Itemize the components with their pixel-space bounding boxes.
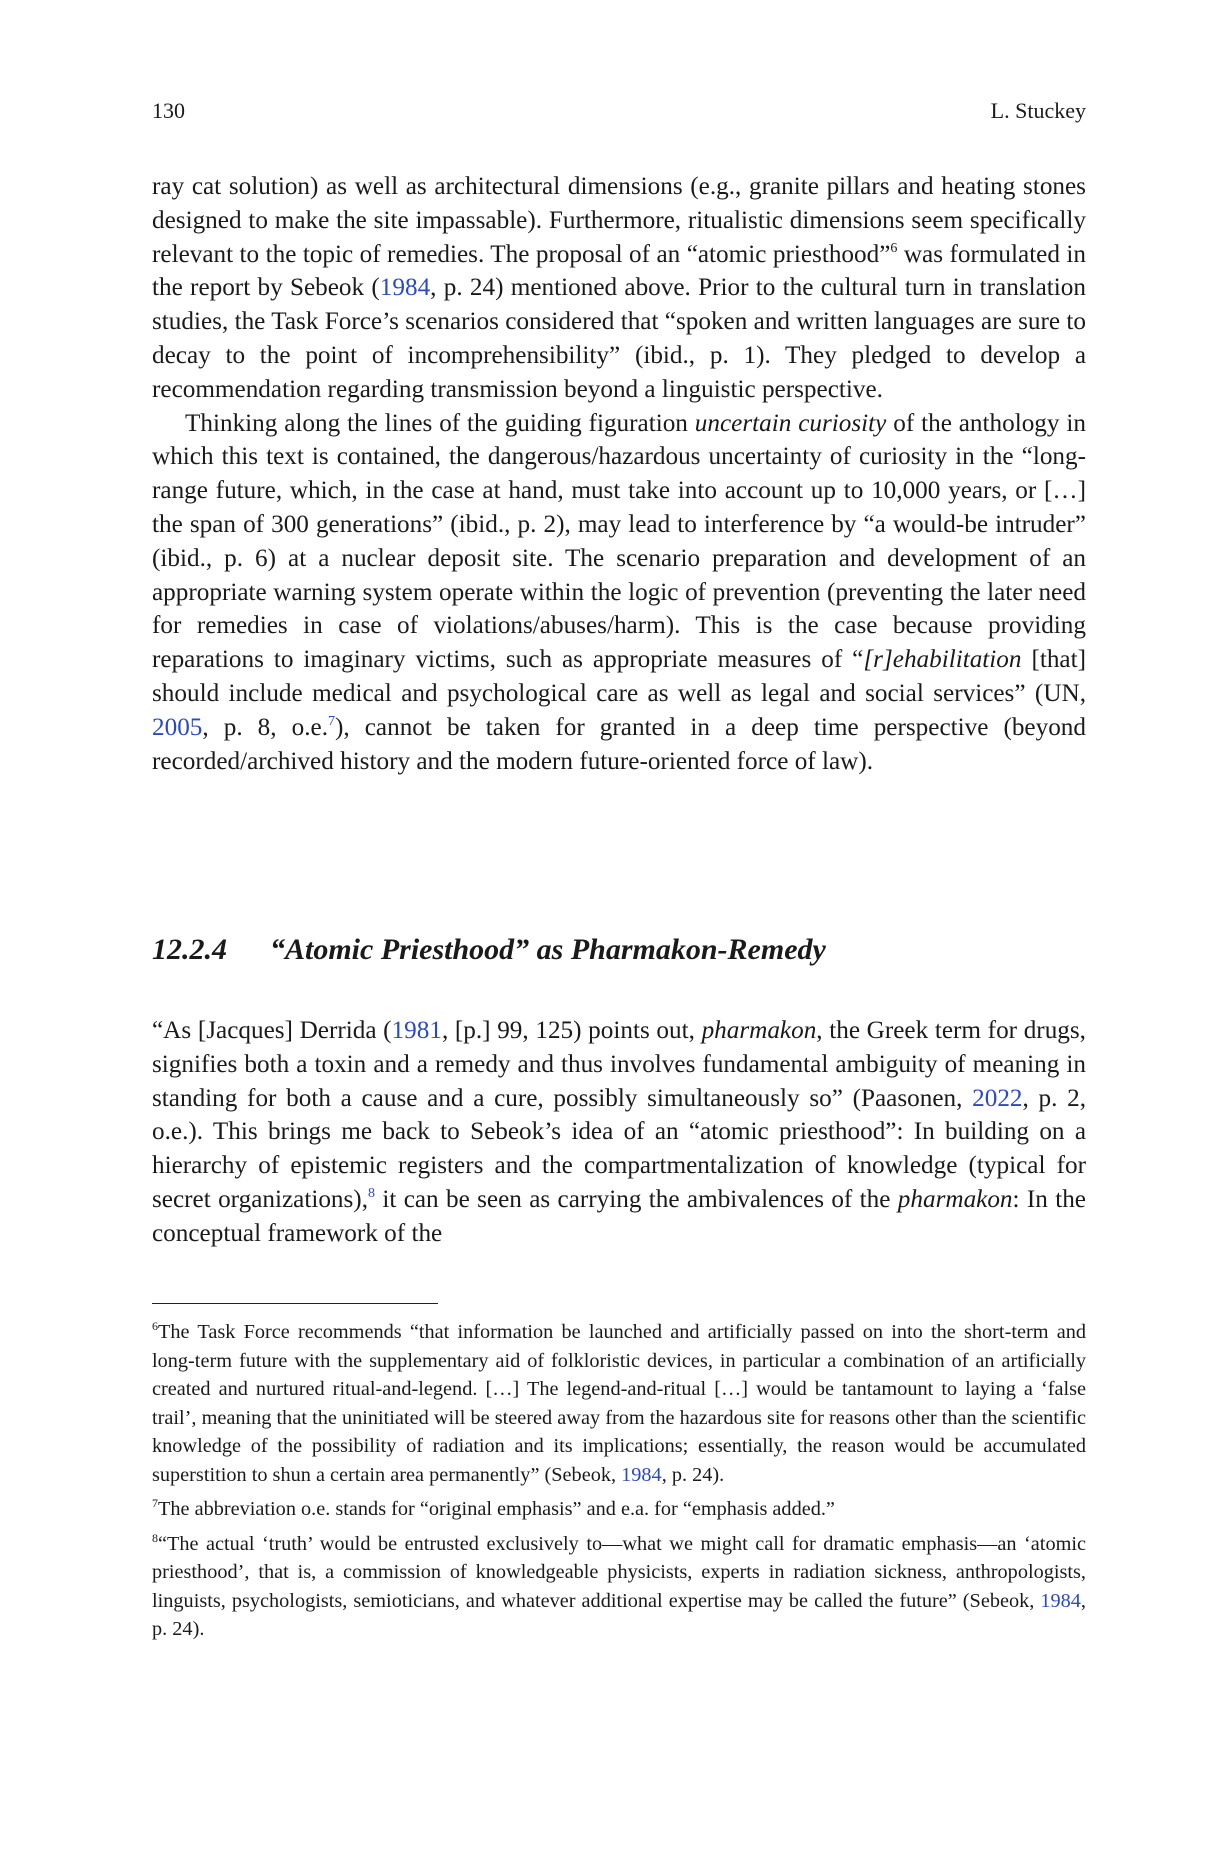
section-title: “Atomic Priesthood” as Pharmakon-Remedy — [270, 933, 826, 966]
footnote-number: 8 — [152, 1530, 158, 1545]
text-run: “As [Jacques] Derrida ( — [152, 1017, 392, 1044]
text-run: ray cat solution) as well as architectural dimensions (e.g., granite pillars and heating stones designed to make the site impassable). Furthermore, ritualistic dimensions seem specifically relevant to the topic of remedies. The proposal of an “atomic priesthood” — [152, 173, 1086, 268]
citation-link-sebeok-1984[interactable]: 1984 — [379, 274, 431, 302]
text-run: it can be seen as carrying the ambivalences of the — [375, 1185, 898, 1213]
citation-link-sebeok-1984[interactable]: 1984 — [621, 1463, 662, 1486]
footnote-text: , p. 24). — [152, 1589, 1086, 1640]
footnote-separator — [152, 1303, 438, 1304]
text-run: was formulated in the report by Sebeok ( — [152, 240, 1086, 302]
page-number: 130 — [152, 98, 185, 123]
footnote-ref-6[interactable]: 6 — [890, 240, 898, 256]
footnote-ref-7[interactable]: 7 — [328, 713, 335, 729]
citation-link-un-2005[interactable]: 2005 — [152, 713, 203, 741]
running-head-author: L. Stuckey — [990, 98, 1086, 123]
paragraph-uncertain-curiosity — [152, 407, 1086, 779]
footnote-number: 6 — [152, 1319, 158, 1333]
emphasis: pharmakon — [701, 1017, 817, 1044]
text-run: of the anthology in which this text is contained, the dangerous/hazardous uncertainty of curiosity in the “long-range future, which, in the case at hand, must take into account up to 10,000 years, or […] the span of 300 generations” (ibid., p. 2), may lead to interference by “a would-be intruder” (ibid., p. 6) at a nuclear deposit site. The scenario preparation and development of an appropriate warning system operate within the logic of prevention (preventing the later need for remedies in case of violations/abuses/harm). This is the case because providing reparations to imaginary victims, such as appropriate measures of “ — [152, 409, 1086, 674]
body-text-lower — [152, 1014, 1086, 1251]
text-run: ), cannot be taken for granted in a deep time perspective (beyond recorded/archived history and the modern future-oriented force of law). — [152, 713, 1086, 775]
text-run: , the Greek term for drugs, signifies both a toxin and a remedy and thus involves fundamental ambiguity of meaning in standing for both a cause and a cure, possibly simultaneously so” (Paasonen, — [152, 1017, 1086, 1112]
text-run: : In the conceptual framework of the — [152, 1185, 1086, 1247]
citation-link-paasonen-2022[interactable]: 2022 — [972, 1084, 1023, 1112]
text-run: , p. 2, o.e.). This brings me back to Sebeok’s idea of an “atomic priesthood”: In building on a hierarchy of epistemic registers and the compartmentalization of knowledge (typical for secret organizations), — [152, 1084, 1087, 1213]
text-run: , p. 24) mentioned above. Prior to the cultural turn in translation studies, the Task Force’s scenarios considered that “spoken and written languages are sure to decay to the point of incomprehensibility” (ibid., p. 1). They pledged to develop a recommendation regarding transmission beyond a linguistic perspective. — [152, 274, 1086, 403]
paragraph-pharmakon — [152, 1014, 1086, 1251]
footnote-7 — [152, 1495, 1086, 1524]
citation-link-sebeok-1984[interactable]: 1984 — [1040, 1589, 1081, 1612]
footnote-number: 7 — [152, 1496, 158, 1510]
citation-link-derrida-1981[interactable]: 1981 — [391, 1017, 442, 1044]
text-run: , [p.] 99, 125) points out, — [441, 1017, 702, 1044]
emphasis: uncertain curiosity — [694, 409, 887, 437]
emphasis: [r]ehabilitation — [863, 646, 1022, 674]
footnote-text: “The actual ‘truth’ would be entrusted exclusively to—what we might call for dramatic emphasis—an ‘atomic priesthood’, that is, a commission of knowledgeable physicists, experts in radiation sickness, anthropologists, linguists, psychologists, semioticians, and whatever additional expertise may be called the future” (Sebeok, — [152, 1532, 1086, 1612]
footnote-ref-8[interactable]: 8 — [368, 1185, 375, 1201]
section-heading — [152, 932, 1086, 968]
footnote-8 — [152, 1530, 1086, 1644]
footnote-text: , p. 24). — [661, 1463, 725, 1486]
paragraph-continued — [152, 170, 1086, 407]
footnote-text: The abbreviation o.e. stands for “original emphasis” and e.a. for “emphasis added.” — [158, 1498, 835, 1520]
text-run: Thinking along the lines of the guiding figuration — [185, 409, 695, 437]
body-text-upper — [152, 170, 1086, 778]
footnotes — [152, 1318, 1086, 1650]
emphasis: pharmakon — [897, 1185, 1013, 1213]
text-run: , p. 8, o.e. — [202, 713, 328, 741]
text-run: [that] should include medical and psychological care as well as legal and social services” (UN, — [152, 646, 1086, 707]
footnote-text: The Task Force recommends “that information be launched and artificially passed on into the short-term and long-term future with the supplementary aid of folkloristic devices, in particular a combination of an artificially created and nurtured ritual-and-legend. […] The legend-and-ritual […] would be tantamount to laying a ‘false trail’, meaning that the uninitiated will be steered away from the hazardous site for reasons other than the scientific knowledge of the possibility of radiation and its implications; essentially, the reason would be accumulated superstition to shun a certain area permanently” (Sebeok, — [152, 1321, 1086, 1486]
section-number: 12.2.4 — [152, 933, 227, 966]
footnote-6 — [152, 1318, 1086, 1489]
